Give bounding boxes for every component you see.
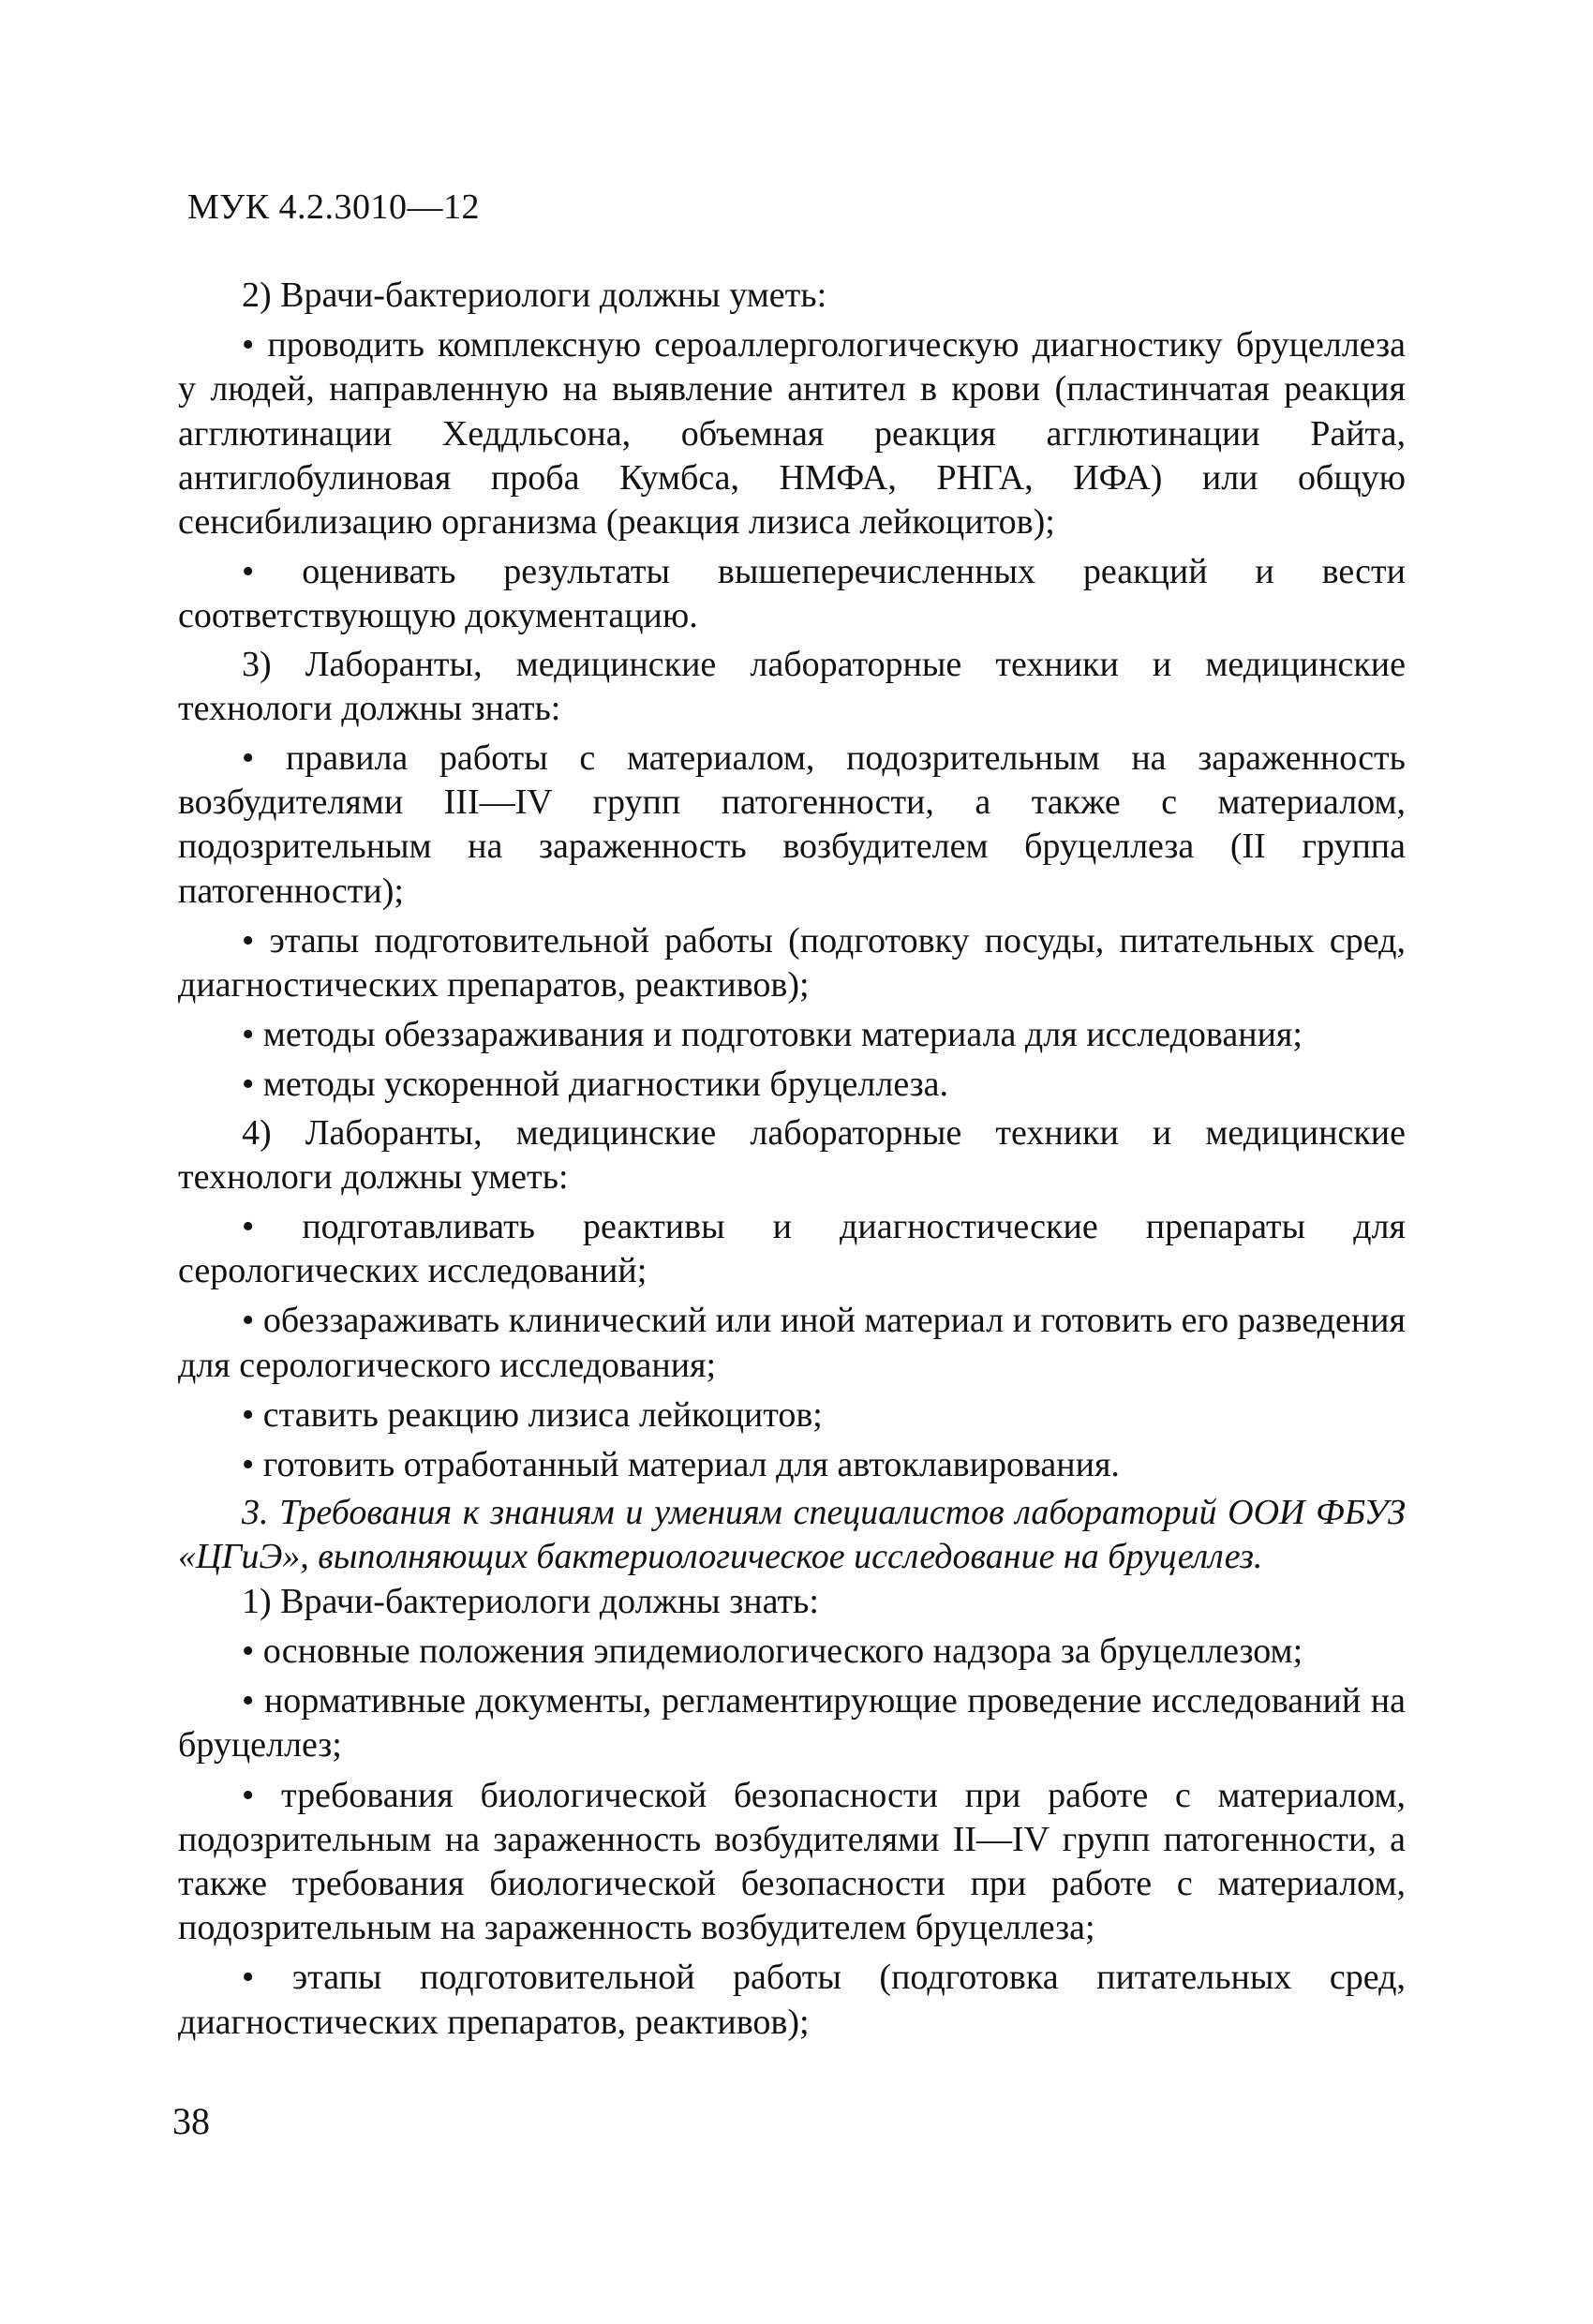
bullet-item: • этапы подготовительной работы (подготовка питательных сред, диагностических препаратов, реактивов); (178, 1958, 1406, 2042)
bullet-item: • ставить реакцию лизиса лейкоцитов; (242, 1394, 823, 1435)
page-content (178, 274, 1406, 2048)
bullet-item: • нормативные документы, регламентирующие проведение исследований на бруцеллез; (178, 1681, 1406, 1765)
paragraph-1-doctors-knowledge: 1) Врачи-бактериологи должны знать: (242, 1581, 819, 1621)
paragraph-3-lab-staff-knowledge: 3) Лаборанты, медицинские лабораторные техники и медицинские технологи должны знать: (178, 644, 1406, 728)
paragraph-2-doctors-skills: 2) Врачи-бактериологи должны уметь: (242, 276, 827, 315)
paragraph-4-lab-staff-skills: 4) Лаборанты, медицинские лабораторные техники и медицинские технологи должны уметь: (178, 1112, 1406, 1197)
bullet-item: • оценивать результаты вышеперечисленных реакций и вести соответствующую документацию. (178, 552, 1406, 636)
bullet-item: • готовить отработанный материал для автоклавирования. (242, 1445, 1120, 1485)
bullet-item: • подготавливать реактивы и диагностические препараты для серологических исследований; (178, 1207, 1406, 1291)
bullet-item: • методы обеззараживания и подготовки материала для исследования; (242, 1015, 1303, 1055)
bullet-item: • требования биологической безопасности при работе с материалом, подозрительным на зараженность возбудителями II—IV групп патогенности, а также требования биологической безопасности при работе с материалом, подозрительным на зараженность возбудителем бруцеллеза; (178, 1775, 1406, 1948)
section-3-title: 3. Требования к знаниям и умениям специалистов лабораторий ООИ ФБУЗ «ЦГиЭ», выполняющих бактериологическое исследование на бруцеллез. (178, 1493, 1406, 1577)
bullet-item: • проводить комплексную сероаллергологическую диагностику бруцеллеза у людей, направленную на выявление антител в крови (пластинчатая реакция агглютинации Хеддльсона, объемная реакция агглютинации Райта, антиглобулиновая проба Кумбса, НМФА, РНГА, ИФА) или общую сенсибилизацию организма (реакция лизиса лейкоцитов); (178, 325, 1406, 543)
bullet-item: • этапы подготовительной работы (подготовку посуды, питательных сред, диагностических препаратов, реактивов); (178, 920, 1406, 1006)
bullet-item: • методы ускоренной диагностики бруцеллеза. (242, 1065, 949, 1105)
bullet-item: • правила работы с материалом, подозрительным на зараженность возбудителями III—IV групп патогенности, а также с материалом, подозрительным на зараженность возбудителем бруцеллеза (II группа патогенности); (178, 738, 1406, 911)
bullet-item: • обеззараживать клинический или иной материал и готовить его разведения для серологического исследования; (178, 1301, 1406, 1385)
document-code: МУК 4.2.3010—12 (187, 187, 481, 227)
bullet-item: • основные положения эпидемиологического надзора за бруцеллезом; (242, 1631, 1303, 1671)
page-number: 38 (172, 2100, 210, 2142)
